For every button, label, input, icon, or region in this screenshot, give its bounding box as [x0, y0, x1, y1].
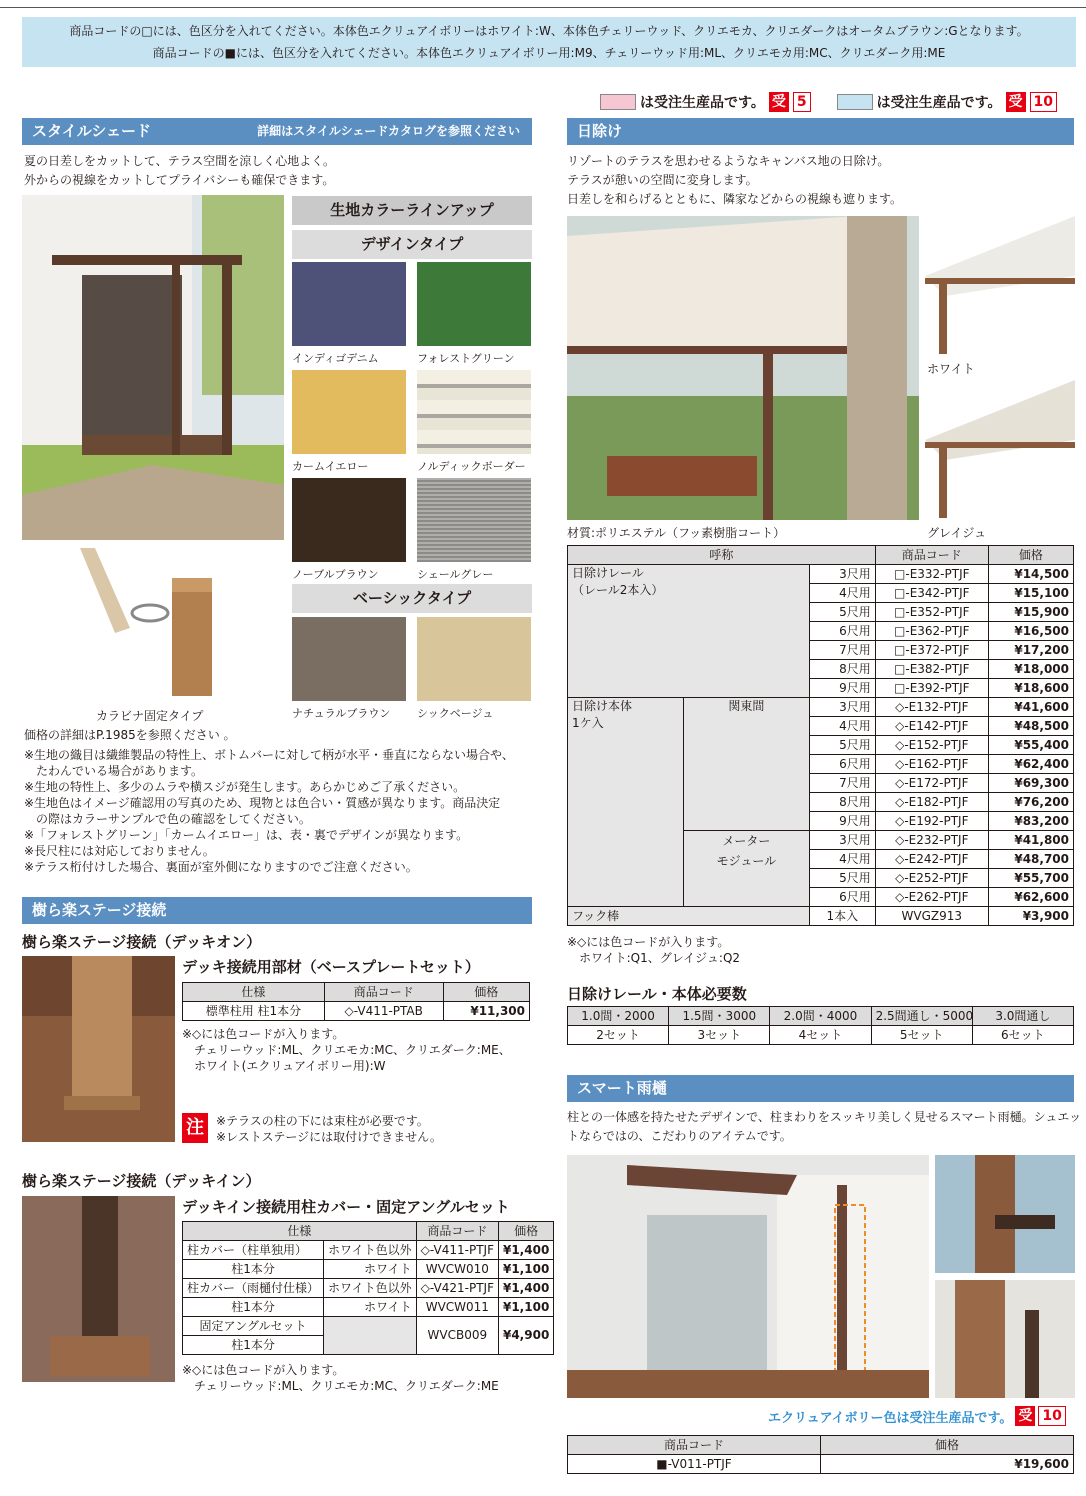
cell: ¥48,500	[988, 717, 1073, 736]
cell: ◇-V411-PTJF	[416, 1241, 498, 1260]
cell: 7尺用	[809, 774, 875, 793]
hiyoke-price-table	[567, 545, 1074, 926]
cell: 5尺用	[809, 869, 875, 888]
cell: ¥41,600	[988, 698, 1073, 717]
cell: 3セット	[669, 1026, 770, 1045]
note: の際はカラーサンプルで色の確認をしてください。	[24, 812, 311, 826]
note: ホワイト:Q1、グレイジュ:Q2	[567, 951, 741, 965]
cell: ¥55,700	[988, 869, 1073, 888]
lineup-title: 生地カラーラインアップ	[292, 196, 532, 225]
swatch-label: ノルディックボーダー	[417, 460, 526, 473]
greige-canopy-photo	[925, 380, 1075, 520]
body-label: 日除け本体	[572, 699, 633, 713]
swatch-natural-brown	[292, 617, 406, 701]
desc-line: 夏の日差しをカットして、テラス空間を涼しく心地よく。	[24, 154, 336, 168]
cell: 4尺用	[809, 717, 875, 736]
cell: ¥3,900	[988, 907, 1073, 926]
cell: 9尺用	[809, 812, 875, 831]
col-header: 価格	[988, 546, 1073, 565]
cell: 7尺用	[809, 641, 875, 660]
cell: □-E332-PTJF	[875, 565, 988, 584]
deckon-title: 樹ら楽ステージ接続（デッキオン）	[22, 933, 262, 951]
table-row	[183, 1279, 554, 1298]
req-table	[567, 1006, 1074, 1045]
table-row	[183, 1002, 530, 1021]
cell: 固定アングルセット	[183, 1317, 324, 1336]
deckon-photo	[22, 956, 175, 1142]
hiyoke-photo	[567, 216, 919, 520]
swatch-label: ナチュラルブラウン	[292, 707, 391, 720]
col-header: 仕様	[183, 983, 325, 1002]
swatch-chic-beige	[417, 617, 531, 701]
gutter-photo	[567, 1155, 929, 1398]
table-row	[568, 1455, 1074, 1474]
caution-icon: 注	[182, 1113, 208, 1143]
carabiner-photo	[80, 548, 230, 698]
note: チェリーウッド:ML、クリエモカ:MC、クリエダーク:ME	[182, 1379, 499, 1393]
material-label: 材質:ポリエステル（フッ素樹脂コート）	[567, 526, 786, 540]
note: ※テラスの柱の下には束柱が必要です。	[216, 1114, 429, 1128]
hiyoke-header: 日除け	[567, 118, 1074, 145]
cell: ¥1,400	[498, 1241, 553, 1260]
pink-legend-text: は受注生産品です。	[640, 95, 765, 111]
cell: ¥17,200	[988, 641, 1073, 660]
gutter-header: スマート雨樋	[567, 1075, 1074, 1102]
cell: 8尺用	[809, 793, 875, 812]
swatch-calm-yellow	[292, 370, 406, 454]
cell: ¥41,800	[988, 831, 1073, 850]
swatch-label: ノーブルブラウン	[292, 568, 379, 581]
note: ※◇には色コードが入ります。	[182, 1363, 345, 1377]
cell: ホワイト色以外	[324, 1279, 417, 1298]
table-row	[183, 1260, 554, 1279]
cell: □-E362-PTJF	[875, 622, 988, 641]
swatch-label: フォレストグリーン	[417, 352, 515, 365]
cell: ¥62,400	[988, 755, 1073, 774]
cell: 柱1本分	[183, 1298, 324, 1317]
table-row	[568, 565, 1074, 584]
swatch-label: シェールグレー	[417, 568, 494, 581]
cell: WVGZ913	[875, 907, 988, 926]
cell: フック棒	[568, 907, 810, 926]
design-type-label: デザインタイプ	[292, 230, 532, 259]
cell: ¥62,600	[988, 888, 1073, 907]
cell: ホワイト	[324, 1260, 417, 1279]
desc-line: 外からの視線をカットしてプライバシーも確保できます。	[24, 173, 335, 187]
white-canopy-photo	[925, 216, 1075, 356]
note: ホワイト(エクリュアイボリー用):W	[182, 1059, 386, 1073]
table-row	[568, 907, 1074, 926]
hiyoke-desc	[567, 152, 902, 209]
order-badge-icon: 受	[1015, 1406, 1035, 1426]
swatch-nordic-border	[417, 370, 531, 454]
col-header: 1.5間・3000	[669, 1007, 770, 1026]
deckin-title: 樹ら楽ステージ接続（デッキイン）	[22, 1172, 261, 1190]
deckon-table	[182, 982, 530, 1021]
cell: ¥4,900	[498, 1317, 553, 1355]
swatch-noble-brown	[292, 478, 406, 562]
cell: ◇-E182-PTJF	[875, 793, 988, 812]
cell: ¥76,200	[988, 793, 1073, 812]
cell	[324, 1317, 417, 1355]
note: ※生地の特性上、多少のムラや横スジが発生します。あらかじめご了承ください。	[24, 780, 466, 794]
order-badge-days: 10	[1030, 92, 1057, 112]
deckin-notes	[182, 1362, 499, 1394]
order-badge-days: 5	[793, 92, 811, 112]
cell: ◇-E132-PTJF	[875, 698, 988, 717]
cell: 3尺用	[809, 698, 875, 717]
order-legend	[600, 92, 1057, 112]
swatch-label: シックベージュ	[417, 707, 494, 720]
deckon-subtitle: デッキ接続用部材（ベースプレートセット）	[182, 958, 480, 976]
cell: 3尺用	[809, 565, 875, 584]
cell	[568, 565, 810, 698]
col-header: 1.0間・2000	[568, 1007, 669, 1026]
swatch-label: インディゴデニム	[292, 352, 379, 365]
cell: 6尺用	[809, 888, 875, 907]
cell: 6セット	[972, 1026, 1073, 1045]
cell: □-E342-PTJF	[875, 584, 988, 603]
stage-header: 樹ら楽ステージ接続	[22, 897, 532, 924]
cell: WVCW011	[416, 1298, 498, 1317]
cell: 9尺用	[809, 679, 875, 698]
col-header: 価格	[498, 1222, 553, 1241]
body-label: 1ケ入	[572, 716, 604, 730]
note: ※レストステージには取付けできません。	[216, 1130, 442, 1144]
cell: WVCB009	[416, 1317, 498, 1355]
cell: ¥48,700	[988, 850, 1073, 869]
desc-line: テラスが憩いの空間に変身します。	[567, 173, 758, 187]
blue-swatch	[837, 94, 873, 110]
cell	[568, 698, 684, 907]
table-row	[568, 1026, 1074, 1045]
cell: ¥15,900	[988, 603, 1073, 622]
cell: ¥69,300	[988, 774, 1073, 793]
style-shade-desc	[24, 152, 335, 190]
table-row	[183, 1241, 554, 1260]
note: ※長尺柱には対応しておりません。	[24, 844, 215, 858]
cell: ¥1,100	[498, 1298, 553, 1317]
note: ※生地色はイメージ確認用の写真のため、現物とは色合い・質感が異なります。商品決定	[24, 796, 501, 810]
desc-line: 柱との一体感を持たせたデザインで、柱まわりをスッキリ美しく見せるスマート雨樋。シュエッ	[567, 1110, 1082, 1124]
cell: 3尺用	[809, 831, 875, 850]
swatch-shale-gray	[417, 478, 531, 562]
table-row	[183, 1298, 554, 1317]
note: チェリーウッド:ML、クリエモカ:MC、クリエダーク:ME、	[182, 1043, 511, 1057]
cell: 6尺用	[809, 755, 875, 774]
order-badge-icon: 受	[1006, 92, 1026, 112]
cell: ◇-E242-PTJF	[875, 850, 988, 869]
col-header: 2.5間通し・5000	[871, 1007, 972, 1026]
cell: 8尺用	[809, 660, 875, 679]
cell	[684, 831, 810, 907]
desc-line: リゾートのテラスを思わせるようなキャンバス地の日除け。	[567, 154, 890, 168]
cell: 6尺用	[809, 622, 875, 641]
style-shade-photo	[22, 195, 284, 540]
order-badge-icon: 受	[769, 92, 789, 112]
cell: ◇-E172-PTJF	[875, 774, 988, 793]
cell: ◇-V421-PTJF	[416, 1279, 498, 1298]
note: ※◇には色コードが入ります。	[182, 1027, 345, 1041]
cell: ¥19,600	[821, 1455, 1074, 1474]
gutter-table	[567, 1435, 1074, 1474]
order-badge-days: 10	[1038, 1406, 1065, 1426]
style-shade-header	[22, 118, 532, 145]
banner-line-2: 商品コードの■には、色区分を入れてください。本体色エクリュアイボリー用:M9、チェリーウッド用:ML、クリエモカ用:MC、クリエダーク用:ME	[152, 46, 946, 60]
cell: ◇-V411-PTAB	[324, 1002, 443, 1021]
gutter-detail-bottom	[935, 1280, 1075, 1398]
caution-notes	[216, 1113, 442, 1145]
deckin-photo	[22, 1196, 175, 1382]
cell: 4セット	[770, 1026, 871, 1045]
cell: ◇-E152-PTJF	[875, 736, 988, 755]
cell: □-E372-PTJF	[875, 641, 988, 660]
section-title: スタイルシェード	[32, 122, 152, 140]
cell: WVCW010	[416, 1260, 498, 1279]
req-title: 日除けレール・本体必要数	[567, 985, 747, 1003]
cell: 5セット	[871, 1026, 972, 1045]
order-note-text: エクリュアイボリー色は受注生産品です。	[768, 1410, 1013, 1426]
cell: ◇-E162-PTJF	[875, 755, 988, 774]
top-rule	[0, 7, 1086, 8]
col-header: 価格	[443, 983, 529, 1002]
col-header: 価格	[821, 1436, 1074, 1455]
price-ref: 価格の詳細はP.1985を参照ください 。	[24, 728, 236, 742]
cell: ■-V011-PTJF	[568, 1455, 821, 1474]
cell: ¥14,500	[988, 565, 1073, 584]
cell: □-E352-PTJF	[875, 603, 988, 622]
cell: ◇-E192-PTJF	[875, 812, 988, 831]
col-header: 呼称	[568, 546, 876, 565]
deckin-subtitle: デッキイン接続用柱カバー・固定アングルセット	[182, 1198, 510, 1216]
swatch-forest-green	[417, 262, 531, 346]
cell: ¥11,300	[443, 1002, 529, 1021]
white-label: ホワイト	[927, 362, 975, 376]
gutter-order-note	[768, 1406, 1066, 1426]
col-header: 仕様	[183, 1222, 417, 1241]
cell: 柱1本分	[183, 1260, 324, 1279]
blue-legend-text: は受注生産品です。	[876, 95, 1002, 111]
note: たわんでいる場合があります。	[24, 764, 204, 778]
col-header: 商品コード	[568, 1436, 821, 1455]
col-header: 2.0間・4000	[770, 1007, 871, 1026]
cell: ¥55,400	[988, 736, 1073, 755]
cell: ¥18,600	[988, 679, 1073, 698]
gutter-desc	[567, 1108, 1081, 1146]
cell: ◇-E252-PTJF	[875, 869, 988, 888]
desc-line: トならではの、こだわりのアイテムです。	[567, 1129, 792, 1143]
swatch-indigo-denim	[292, 262, 406, 346]
note: ※◇には色コードが入ります。	[567, 935, 730, 949]
swatch-label: カームイエロー	[292, 460, 369, 473]
cell: 柱カバー（柱単独用）	[183, 1241, 324, 1260]
cell: 5尺用	[809, 736, 875, 755]
deckon-notes	[182, 1026, 511, 1074]
cell: 2セット	[568, 1026, 669, 1045]
cell: 関東間	[684, 698, 810, 831]
cell: ¥1,100	[498, 1260, 553, 1279]
cell: ¥18,000	[988, 660, 1073, 679]
cell: □-E382-PTJF	[875, 660, 988, 679]
gutter-detail-top	[935, 1155, 1075, 1273]
cell: 柱カバー（雨樋付仕様）	[183, 1279, 324, 1298]
note: ※テラス桁付けした場合、裏面が室外側になりますのでご注意ください。	[24, 860, 418, 874]
basic-type-label: ベーシックタイプ	[292, 584, 532, 613]
deckin-table	[182, 1221, 554, 1355]
col-header: 商品コード	[875, 546, 988, 565]
cell: ¥1,400	[498, 1279, 553, 1298]
catalog-ref: 詳細はスタイルシェードカタログを参照ください	[257, 124, 520, 138]
rail-label: 日除けレール	[572, 566, 644, 580]
col-header: 商品コード	[416, 1222, 498, 1241]
hiyoke-notes	[567, 934, 740, 966]
cell: 1本入	[809, 907, 875, 926]
cell: ¥15,100	[988, 584, 1073, 603]
cell: ホワイト	[324, 1298, 417, 1317]
meter-label: メーター	[722, 834, 771, 848]
color-code-banner	[22, 17, 1076, 67]
cell: 4尺用	[809, 584, 875, 603]
col-header: 3.0間通し	[972, 1007, 1073, 1026]
cell: ¥16,500	[988, 622, 1073, 641]
cell: □-E392-PTJF	[875, 679, 988, 698]
note: ※「フォレストグリーン」「カームイエロー」は、表・裏でデザインが異なります。	[24, 828, 469, 842]
pink-swatch	[600, 94, 636, 110]
desc-line: 日差しを和らげるとともに、隣家などからの視線も遮ります。	[567, 192, 903, 206]
note: ※生地の織目は繊維製品の特性上、ボトムバーに対して柄が水平・垂直にならない場合や、	[24, 748, 514, 762]
cell: ◇-E142-PTJF	[875, 717, 988, 736]
cell: 4尺用	[809, 850, 875, 869]
cell: 柱1本分	[183, 1336, 324, 1355]
cell: 5尺用	[809, 603, 875, 622]
meter-label: モジュール	[716, 854, 777, 868]
rail-label: （レール2本入）	[572, 583, 664, 597]
cell: ◇-E232-PTJF	[875, 831, 988, 850]
cell: ¥83,200	[988, 812, 1073, 831]
banner-line-1: 商品コードの□には、色区分を入れてください。本体色エクリュアイボリーはホワイト:W、本体色チェリーウッド、クリエモカ、クリエダークはオータムブラウン:Gとなります。	[69, 24, 1029, 38]
table-row	[183, 1317, 554, 1336]
col-header: 商品コード	[324, 983, 443, 1002]
table-row	[568, 698, 1074, 717]
cell: ホワイト色以外	[324, 1241, 417, 1260]
cell: ◇-E262-PTJF	[875, 888, 988, 907]
greige-label: グレイジュ	[927, 526, 987, 540]
style-shade-notes	[24, 747, 514, 875]
carabiner-caption: カラビナ固定タイプ	[96, 709, 204, 723]
cell: 標準柱用 柱1本分	[183, 1002, 325, 1021]
